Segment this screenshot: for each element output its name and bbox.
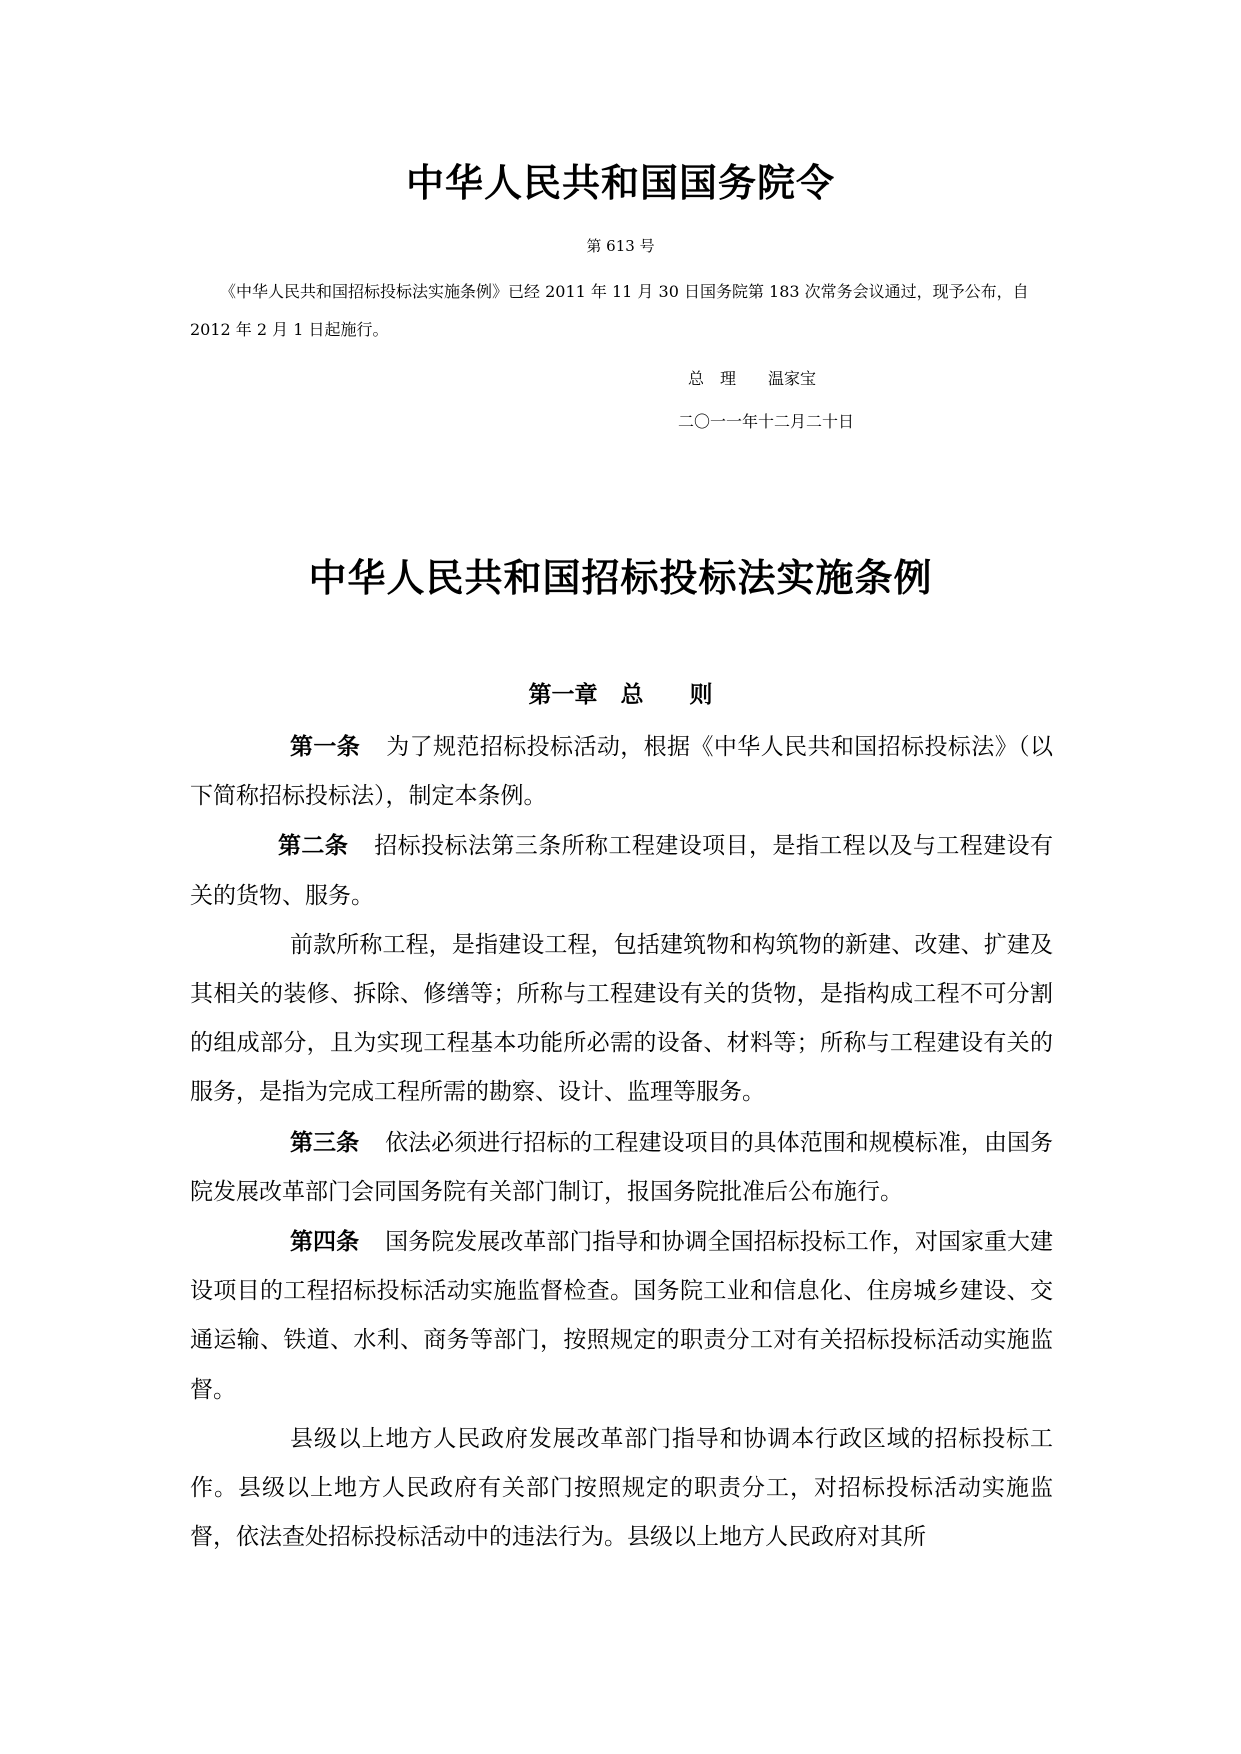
article-text: 为了规范招标投标活动，根据《中华人民共和国招标投标法》（以下简称招标投标法），制定本条例。: [190, 734, 1054, 810]
regulation-body: [190, 722, 1053, 1562]
decree-date: 二〇一一年十二月二十日: [678, 412, 855, 431]
decree-title: 中华人民共和国国务院令: [405, 160, 835, 205]
article-text: 县级以上地方人民政府发展改革部门指导和协调本行政区域的招标投标工作。县级以上地方人民政府有关部门按照规定的职责分工，对招标投标活动实施监督，依法查处招标投标活动中的违法行为。县级以上地方人民政府对其所: [190, 1425, 1053, 1551]
article-text: 前款所称工程，是指建设工程，包括建筑物和构筑物的新建、改建、扩建及其相关的装修、拆除、修缮等；所称与工程建设有关的货物，是指构成工程不可分割的组成部分，且为实现工程基本功能所必需的设备、材料等；所称与工程建设有关的服务，是指为完成工程所需的勘察、设计、监理等服务。: [190, 931, 1053, 1106]
chapter-heading: 第一章 总 则: [528, 681, 713, 708]
article-number: 第三条: [290, 1128, 360, 1156]
paragraph-article-4: [190, 1217, 1053, 1415]
paragraph-article-3: [190, 1118, 1053, 1217]
decree-number: 第 613 号: [586, 237, 655, 255]
paragraph-article-2-clause: [190, 921, 1053, 1118]
premier-signature: 总 理 温家宝: [688, 369, 817, 388]
article-text: 依法必须进行招标的工程建设项目的具体范围和规模标准，由国务院发展改革部门会同国务院有关部门制订，报国务院批准后公布施行。: [190, 1129, 1054, 1205]
article-number: 第四条: [290, 1228, 360, 1256]
paragraph-article-2: [190, 821, 1053, 920]
article-text: 招标投标法第三条所称工程建设项目，是指工程以及与工程建设有关的货物、服务。: [190, 833, 1054, 909]
paragraph-article-4-clause: [190, 1415, 1053, 1563]
article-number: 第一条: [290, 733, 361, 760]
article-number: 第二条: [278, 832, 349, 860]
paragraph-article-1: [190, 722, 1053, 821]
regulation-title: 中华人民共和国招标投标法实施条例: [308, 555, 933, 600]
decree-body: 《中华人民共和国招标投标法实施条例》已经 2011 年 11 月 30 日国务院第 183 次常务会议通过，现予公布，自 2012 年 2 月 1 日起施行。: [190, 282, 1029, 339]
article-text: 国务院发展改革部门指导和协调全国招标投标工作，对国家重大建设项目的工程招标投标活动实施监督检查。国务院工业和信息化、住房城乡建设、交通运输、铁道、水利、商务等部门，按照规定的职责分工对有关招标投标活动实施监督。: [190, 1229, 1054, 1403]
